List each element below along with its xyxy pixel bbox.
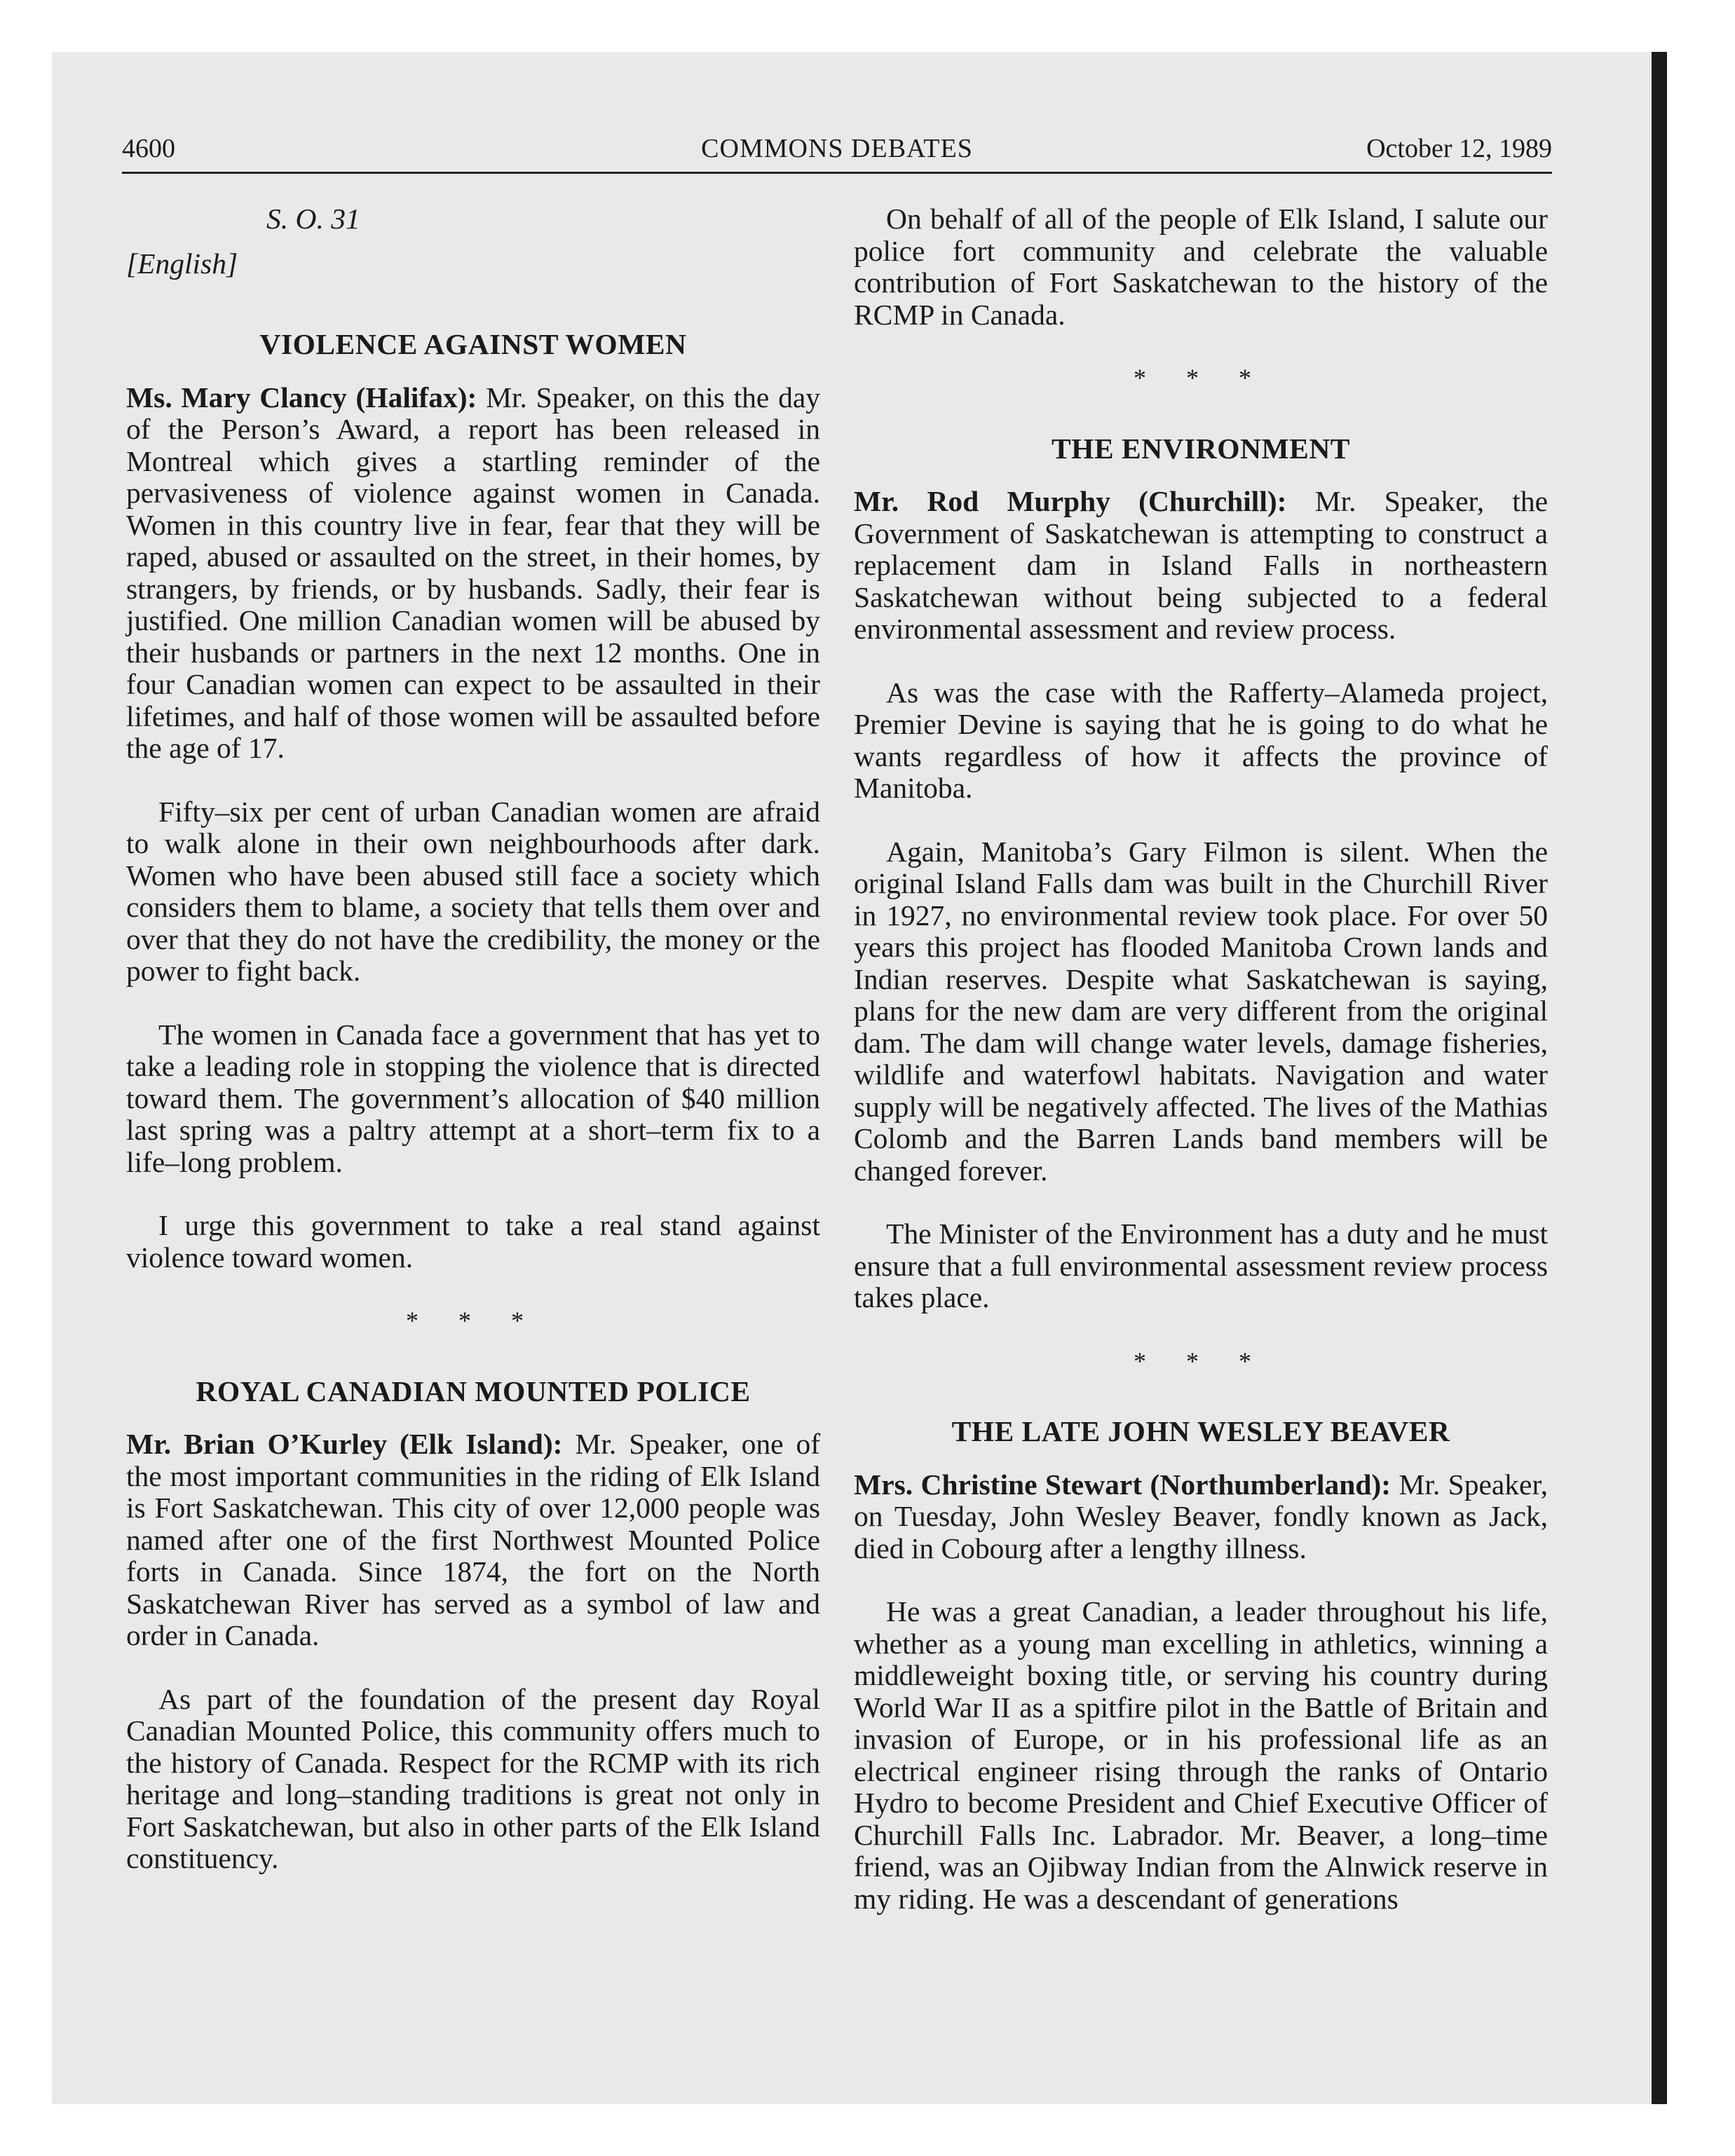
paragraph: As part of the foundation of the present day Royal Canadian Mounted Police, this community offers much to the history of Canada. Respect for the RCMP with its rich heritage and long–standing traditions is great not only in Fort Saskatchewan, but also in other parts of the Elk Island constituency.: [126, 1682, 820, 1874]
section-separator: * * *: [406, 1306, 540, 1335]
publication-date: October 12, 1989: [1366, 134, 1552, 163]
standing-order-label: S. O. 31: [266, 203, 360, 235]
publication-title: COMMONS DEBATES: [701, 134, 973, 163]
paragraph-text: Mr. Speaker, the Government of Saskatchewan is attempting to construct a replacement dam in Island Falls in northeastern Saskatchewan without being subjected to a federal environmental assessment and review process.: [854, 485, 1548, 645]
paragraph: The women in Canada face a government that has yet to take a leading role in stopping the violence that is directed toward them. The government’s allocation of $40 million last spring was a paltry attempt at a short–term fix to a life–long problem.: [126, 1018, 820, 1178]
paragraph: I urge this government to take a real stand against violence toward women.: [126, 1209, 820, 1274]
page-number: 4600: [122, 134, 175, 163]
paragraph: On behalf of all of the people of Elk Island, I salute our police fort community and celebrate the valuable contribution of Fort Saskatchewan to the history of the RCMP in Canada.: [854, 203, 1548, 331]
paragraph: The Minister of the Environment has a duty and he must ensure that a full environmental assessment review process takes place.: [854, 1217, 1548, 1314]
scan-edge-shadow: [1652, 52, 1667, 2104]
speaker-name: Mr. Brian O’Kurley (Elk Island):: [126, 1428, 563, 1460]
paragraph: [126, 1428, 820, 1652]
right-column: [854, 203, 1548, 1946]
section-heading-beaver: THE LATE JOHN WESLEY BEAVER: [951, 1415, 1450, 1447]
language-marker: [English]: [126, 247, 238, 280]
paragraph: [126, 382, 820, 765]
paragraph-text: Mr. Speaker, one of the most important communities in the riding of Elk Island is Fort Saskatchewan. This city of over 12,000 people was named after one of the first Northwest Mounted Police forts in Canada. Since 1874, the fort on the North Saskatchewan River has served as a symbol of law and order in Canada.: [126, 1428, 821, 1651]
header-rule: [122, 172, 1552, 174]
section-heading-environment: THE ENVIRONMENT: [1051, 432, 1350, 465]
page-header: [122, 133, 1552, 175]
paragraph: He was a great Canadian, a leader throughout his life, whether as a young man excelling in athletics, winning a middleweight boxing title, or serving his country during World War II as a spitfire pilot in the Battle of Britain and invasion of Europe, or in his professional life as an electrical engineer rising through the ranks of Ontario Hydro to become President and Chief Executive Officer of Churchill Falls Inc. Labrador. Mr. Beaver, a long–time friend, was an Ojibway Indian from the Alnwick reserve in my riding. He was a descendant of generations: [854, 1595, 1548, 1915]
paragraph-text: Mr. Speaker, on Tuesday, John Wesley Beaver, fondly known as Jack, died in Cobourg after a lengthy illness.: [854, 1468, 1549, 1564]
paragraph: [854, 1469, 1548, 1565]
section-separator: * * *: [1134, 364, 1268, 392]
section-heading-rcmp: ROYAL CANADIAN MOUNTED POLICE: [196, 1374, 751, 1407]
section-separator: * * *: [1134, 1346, 1268, 1375]
paragraph: As was the case with the Rafferty–Alameda project, Premier Devine is saying that he is going to do what he wants regardless of how it affects the province of Manitoba.: [854, 676, 1548, 804]
paragraph-text: Mr. Speaker, on this the day of the Person’s Award, a report has been released in Montreal which gives a startling reminder of the pervasiveness of violence against women in Canada. Women in this country live in fear, fear that they will be raped, abused or assaulted on the street, in their homes, by strangers, by friends, or by husbands. Sadly, their fear is justified. One million Canadian women will be abused by their husbands or partners in the next 12 months. One in four Canadian women can expect to be assaulted in their lifetimes, and half of those women will be assaulted before the age of 17.: [126, 381, 821, 764]
paragraph: [854, 486, 1548, 646]
speaker-name: Mrs. Christine Stewart (Northumberland):: [854, 1468, 1392, 1501]
paragraph: Again, Manitoba’s Gary Filmon is silent. When the original Island Falls dam was built in the Churchill River in 1927, no environmental review took place. For over 50 years this project has flooded Manitoba Crown lands and Indian reserves. Despite what Saskatchewan is saying, plans for the new dam are very different from the original dam. The dam will change water levels, damage fisheries, wildlife and waterfowl habitats. Navigation and water supply will be negatively affected. The lives of the Mathias Colomb and the Barren Lands band members will be changed forever.: [854, 835, 1548, 1187]
paragraph: Fifty–six per cent of urban Canadian women are afraid to walk alone in their own neighbourhoods after dark. Women who have been abused still face a society which considers them to blame, a society that tells them over and over that they do not have the credibility, the money or the power to fight back.: [126, 795, 820, 987]
left-column: [126, 203, 820, 1906]
speaker-name: Mr. Rod Murphy (Churchill):: [854, 485, 1287, 517]
section-heading-violence: VIOLENCE AGAINST WOMEN: [259, 328, 687, 360]
speaker-name: Ms. Mary Clancy (Halifax):: [126, 381, 477, 414]
